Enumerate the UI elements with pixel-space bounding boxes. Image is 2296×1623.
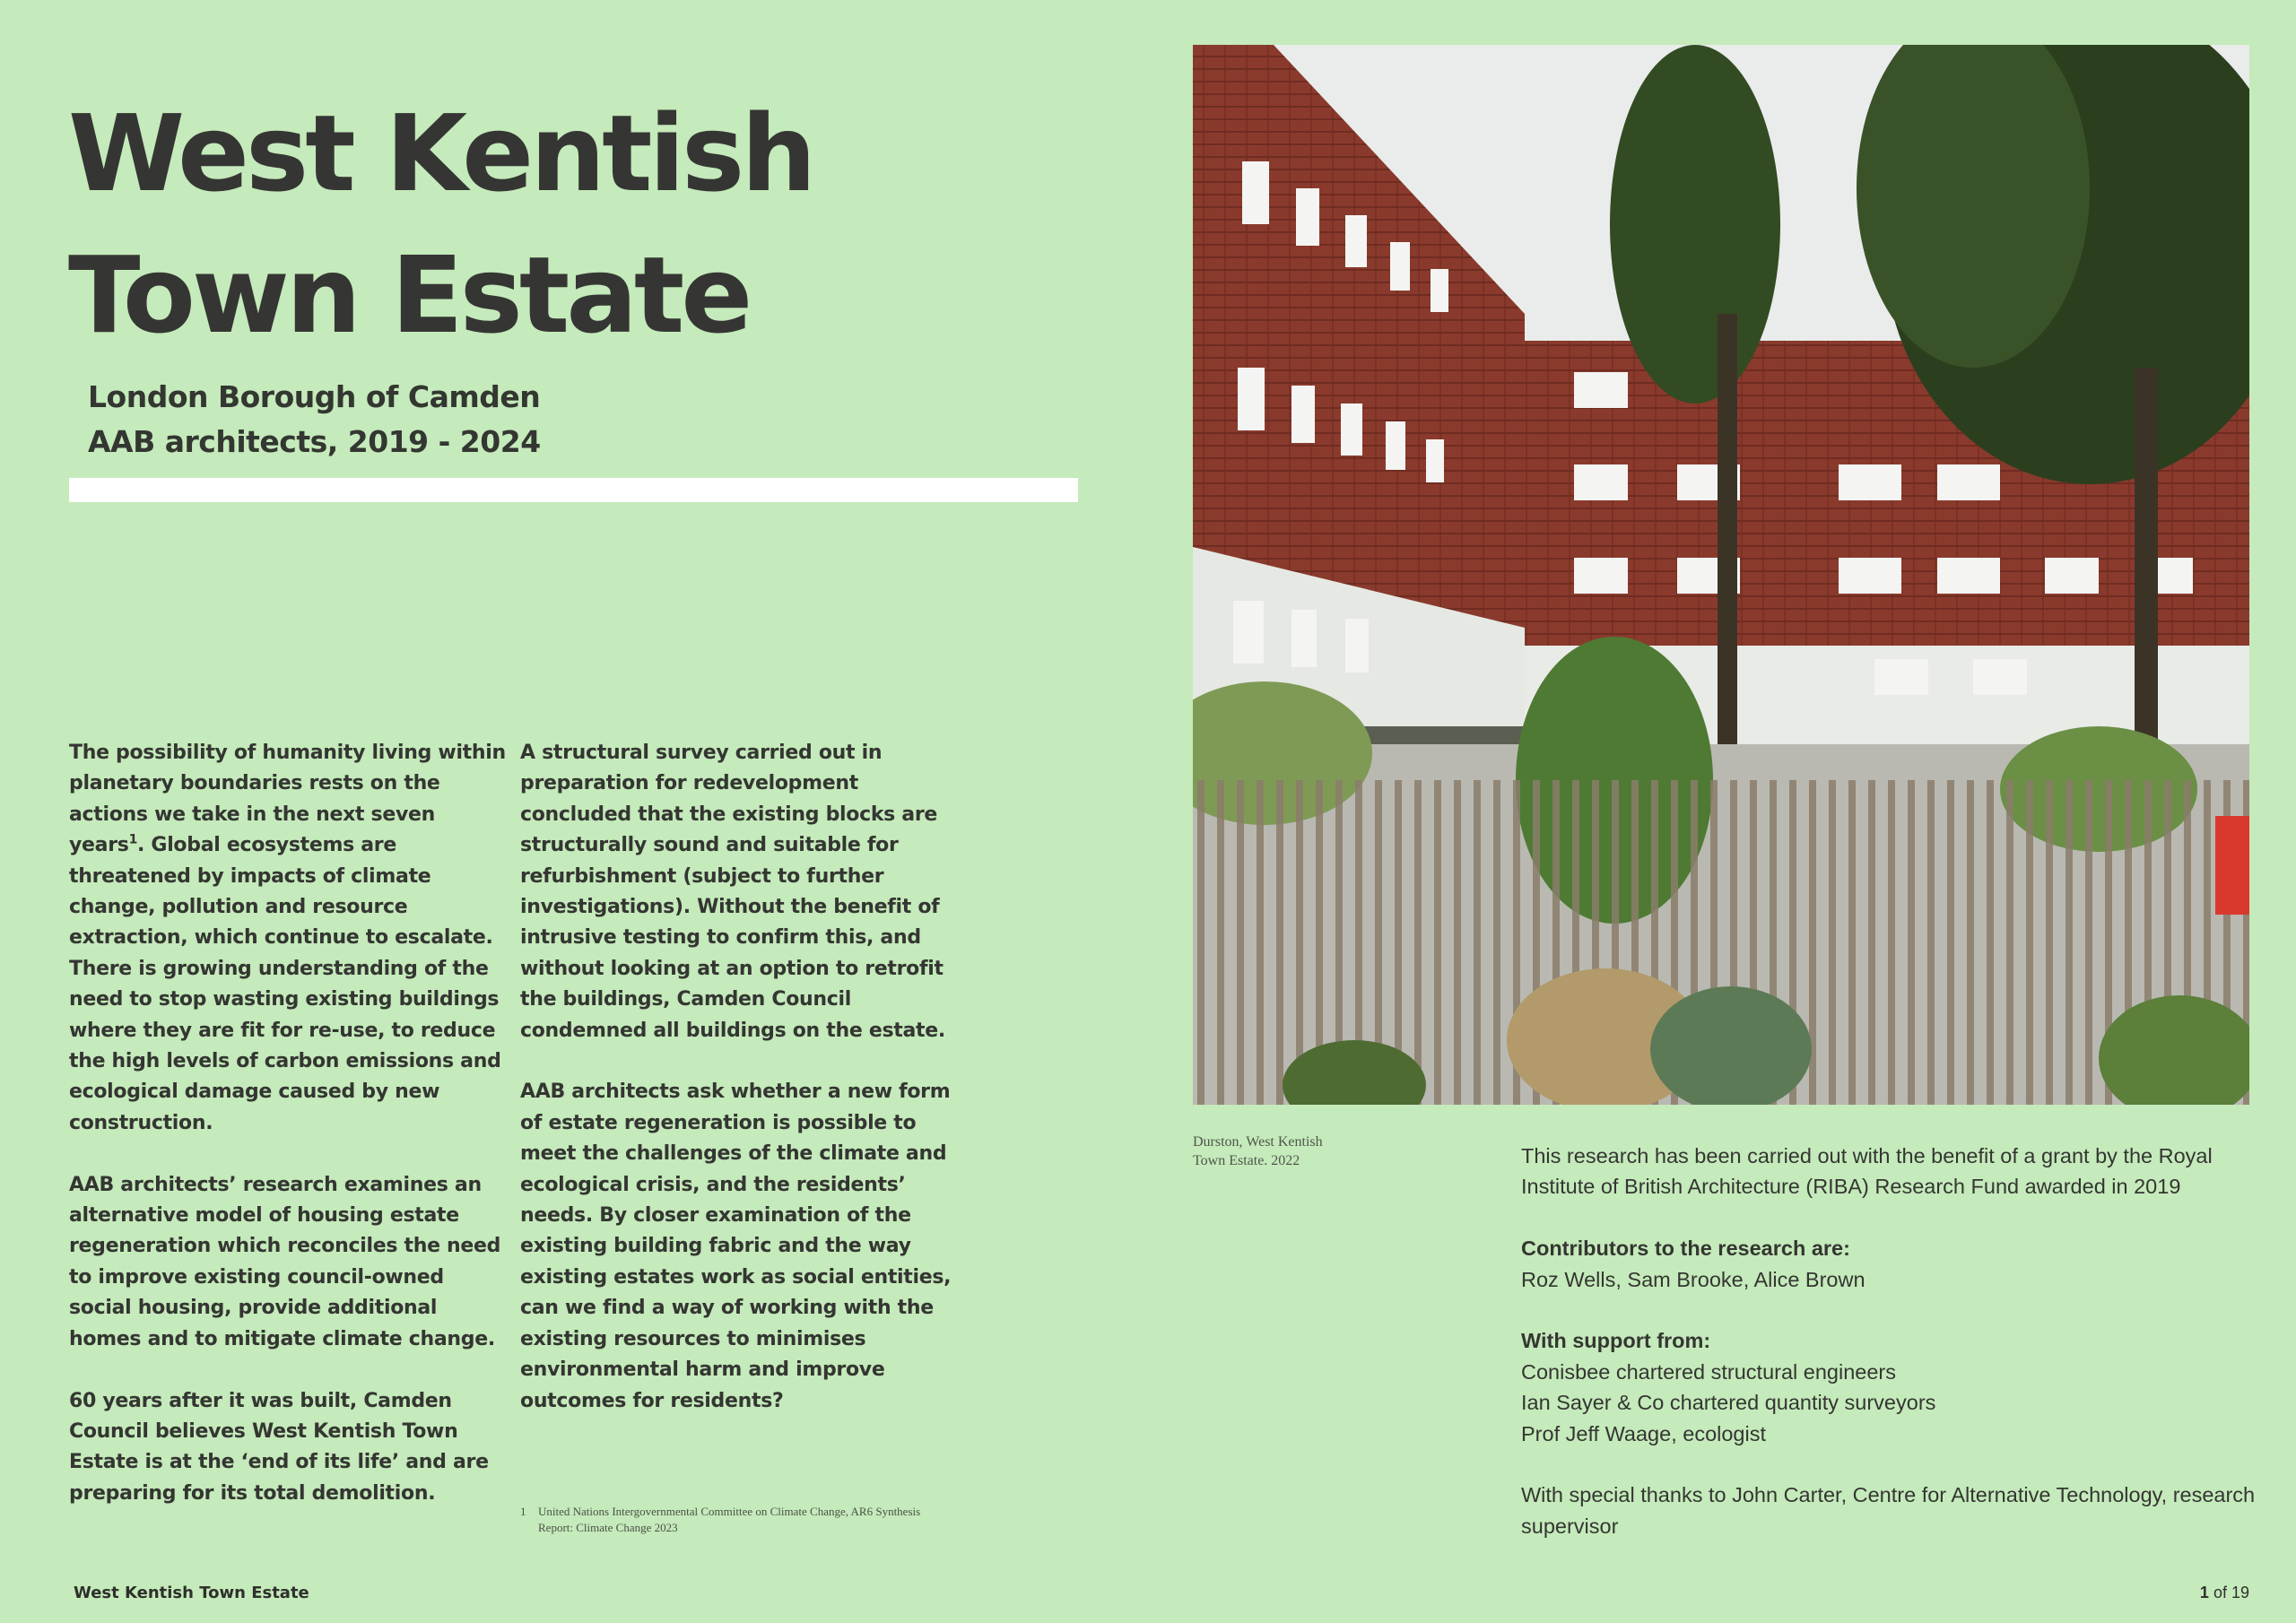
caption-line-1: Durston, West Kentish xyxy=(1193,1134,1323,1150)
contributors-heading: Contributors to the research are: xyxy=(1521,1237,1850,1261)
subtitle-borough: London Borough of Camden xyxy=(88,379,541,414)
paragraph-text: The possibility of humanity living within planetary boundaries rests on the actions we take in the next seven years xyxy=(69,742,506,857)
page-total: of 19 xyxy=(2213,1584,2249,1601)
caption-line-2: Town Estate. 2022 xyxy=(1193,1153,1300,1168)
paragraph-research-model: AAB architects’ research examines an alternative model of housing estate regeneration which reconciles the need to improve existing council-owned social housing, provide additional homes and to mitigate climate change. xyxy=(69,1173,501,1350)
support-block xyxy=(1521,1325,2257,1449)
body-column-left xyxy=(69,738,507,1541)
document-subtitle xyxy=(88,375,541,464)
title-line-2: Town Estate xyxy=(68,233,750,357)
footnote-text: United Nations Intergovernmental Committee on Climate Change, AR6 Synthesis Report: Climate Change 2023 xyxy=(538,1505,921,1534)
photo-caption xyxy=(1193,1133,1372,1170)
footnote xyxy=(520,1504,942,1536)
page-counter xyxy=(2200,1584,2249,1602)
paragraph-new-regeneration: AAB architects ask whether a new form of estate regeneration is possible to meet the challenges of the climate and ecological crisis, and the residents’ needs. By closer examination of the existing building fabric and the way existing estates work as social entities, can we find a way of working with the existing resources to minimises environmental harm and improve outcomes for residents? xyxy=(520,1081,952,1412)
contributors-block xyxy=(1521,1233,2257,1295)
footer-document-name: West Kentish Town Estate xyxy=(74,1584,309,1602)
title-line-1: West Kentish xyxy=(68,91,813,215)
body-column-middle xyxy=(520,738,969,1447)
page-number: 1 xyxy=(2199,1584,2209,1601)
estate-photo-illustration xyxy=(1193,45,2249,1105)
grant-statement: This research has been carried out with the benefit of a grant by the Royal Institute of British Architecture (RIBA) Research Fund awarded in 2019 xyxy=(1521,1144,2213,1199)
support-item: Conisbee chartered structural engineers xyxy=(1521,1359,1897,1384)
footnote-reference[interactable]: 1 xyxy=(128,832,138,847)
special-thanks: With special thanks to John Carter, Centre for Alternative Technology, research supervisor xyxy=(1521,1483,2256,1538)
white-divider-bar xyxy=(69,478,1078,502)
footnote-number: 1 xyxy=(520,1505,526,1518)
paragraph-text: . Global ecosystems are threatened by impacts of climate change, pollution and resource extraction, which continue to escalate. There is growing understanding of the need to stop wasting existing buildings where they are fit for re-use, to reduce the high levels of carbon emissions and ecological damage caused by new construction. xyxy=(69,834,501,1134)
contributors-names: Roz Wells, Sam Brooke, Alice Brown xyxy=(1521,1267,1866,1291)
support-item: Prof Jeff Waage, ecologist xyxy=(1521,1421,1767,1445)
estate-photo xyxy=(1193,45,2249,1105)
paragraph-structural-survey: A structural survey carried out in preparation for redevelopment concluded that the existing blocks are structurally sound and suitable for refurbishment (subject to further investigations). Without the benefit of intrusive testing to confirm this, and without looking at an option to retrofit the buildings, Camden Council condemned all buildings on the estate. xyxy=(520,742,945,1042)
document-title xyxy=(68,82,813,366)
support-item: Ian Sayer & Co chartered quantity surveyors xyxy=(1521,1391,1936,1415)
paragraph-demolition: 60 years after it was built, Camden Council believes West Kentish Town Estate is at the ‘end of its life’ and are preparing for its total demolition. xyxy=(69,1389,489,1505)
subtitle-architects: AAB architects, 2019 - 2024 xyxy=(88,424,541,459)
support-heading: With support from: xyxy=(1521,1329,1711,1353)
paragraph-planetary-boundaries xyxy=(69,738,507,1139)
research-credits xyxy=(1521,1141,2257,1573)
